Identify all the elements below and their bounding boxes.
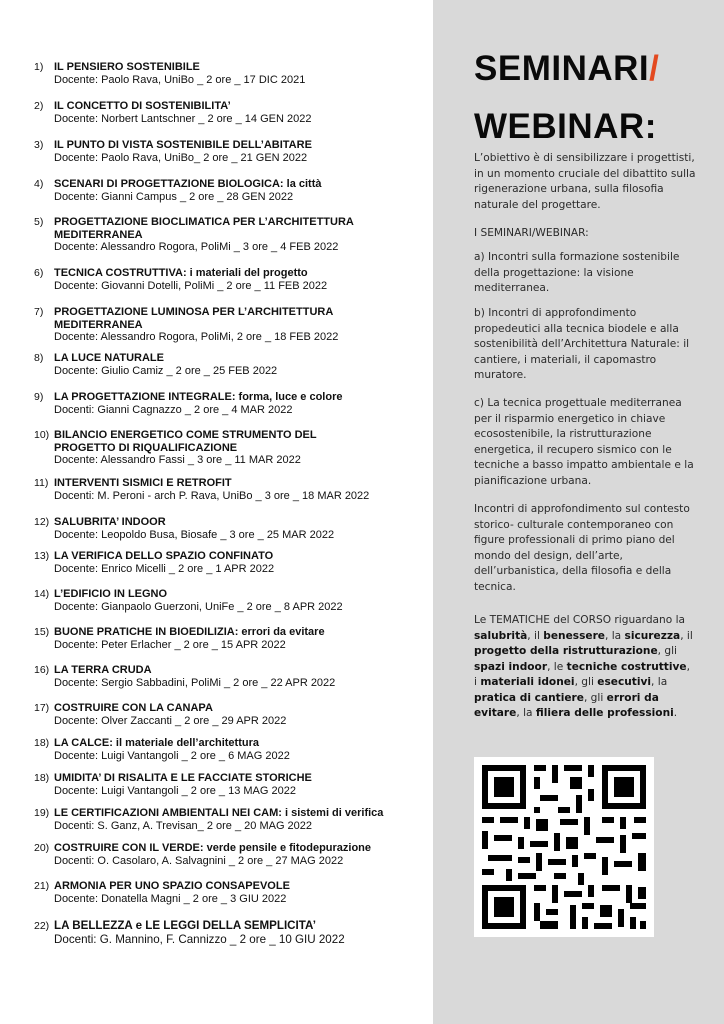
item-number: 7) (34, 306, 44, 318)
themes-text: , gli (583, 691, 607, 704)
item-title: IL CONCETTO DI SOSTENIBILITA’ (54, 100, 231, 112)
seminar-item (34, 306, 430, 344)
seminar-item (34, 550, 430, 575)
item-title: COSTRUIRE CON IL VERDE: verde pensile e fitodepurazione (54, 842, 372, 854)
item-number: 3) (34, 139, 44, 151)
themes-keyword: errori da evitare (474, 691, 659, 719)
seminar-item (34, 61, 430, 86)
themes-text: , i (474, 660, 690, 688)
item-title: LA VERIFICA DELLO SPAZIO CONFINATO (54, 550, 274, 562)
seminar-item (34, 178, 430, 203)
item-number: 6) (34, 267, 44, 279)
item-lecturer: Docente: Giulio Camiz _ 2 ore _ 25 FEB 2022 (54, 364, 278, 377)
item-number: 5) (34, 216, 44, 228)
item-lecturer: Docenti: S. Ganz, A. Trevisan_ 2 ore _ 20 MAG 2022 (54, 819, 313, 832)
item-title: LA PROGETTAZIONE INTEGRALE: forma, luce e colore (54, 391, 343, 403)
item-lecturer: Docenti: M. Peroni - arch P. Rava, UniBo _ 3 ore _ 18 MAR 2022 (54, 489, 370, 502)
themes-keyword: spazi indoor (474, 660, 548, 673)
item-number: 20) (34, 842, 50, 854)
item-number: 22) (34, 920, 50, 932)
item-lecturer: Docente: Olver Zaccanti _ 2 ore _ 29 APR 2022 (54, 714, 287, 727)
item-lecturer: Docenti: G. Mannino, F. Cannizzo _ 2 ore _ 10 GIU 2022 (54, 933, 345, 946)
item-title: PROGETTAZIONE BIOCLIMATICA PER L’ARCHITETTURA (54, 216, 354, 228)
seminar-item (34, 216, 430, 254)
item-title: BILANCIO ENERGETICO COME STRUMENTO DEL (54, 429, 317, 441)
item-title-continued: MEDITERRANEA (54, 318, 143, 331)
themes-keyword: salubrità (474, 629, 528, 642)
item-number: 11) (34, 477, 49, 489)
item-title: IL PUNTO DI VISTA SOSTENIBILE DELL’ABITARE (54, 139, 312, 151)
themes-keyword: tecniche costruttive (566, 660, 687, 673)
item-number: 12) (34, 516, 50, 528)
themes-keyword: materiali idonei (480, 676, 575, 688)
themes-text: , il (527, 629, 544, 642)
seminar-item (34, 919, 430, 946)
item-title: SCENARI DI PROGETTAZIONE BIOLOGICA: la città (54, 178, 322, 190)
seminar-item (34, 588, 430, 613)
item-lecturer: Docente: Norbert Lantschner _ 2 ore _ 14 GEN 2022 (54, 112, 312, 125)
themes-text: . (673, 707, 678, 719)
item-number: 18) (34, 737, 50, 749)
item-number: 4) (34, 178, 44, 190)
item-number: 15) (34, 626, 50, 638)
item-lecturer: Docente: Luigi Vantangoli _ 2 ore _ 6 MAG 2022 (54, 749, 290, 762)
qr-code[interactable] (474, 757, 654, 937)
item-title: LA LUCE NATURALE (54, 352, 164, 364)
qr-code-icon (474, 757, 654, 937)
themes-text: , la (604, 629, 625, 642)
seminar-item (34, 626, 430, 651)
themes-keyword: progetto della ristrutturazione (474, 645, 658, 657)
seminar-item (34, 100, 430, 125)
intro-paragraph: L’obiettivo è di sensibilizzare i progettisti, in un momento cruciale del dibattito sulla rigenerazione urbana, sulla filosofia naturale del progettare. (474, 152, 696, 211)
item-title: TECNICA COSTRUTTIVA: i materiali del progetto (54, 267, 308, 279)
item-number: 1) (34, 61, 44, 73)
seminar-item (34, 842, 430, 867)
item-lecturer: Docenti: Gianni Cagnazzo _ 2 ore _ 4 MAR 2022 (54, 403, 293, 416)
themes-text: Le TEMATICHE del CORSO riguardano la (474, 614, 686, 626)
context-paragraph: Incontri di approfondimento sul contesto storico- culturale contemporaneo con figure professionali di primo piano del mondo del design, dell’arte, dell’urbanistica, della filosofia e della tecnica. (474, 503, 690, 593)
item-title: LE CERTIFICAZIONI AMBIENTALI NEI CAM: i sistemi di verifica (54, 807, 384, 819)
item-title: PROGETTAZIONE LUMINOSA PER L’ARCHITETTURA (54, 306, 334, 318)
point-a: a) Incontri sulla formazione sostenibile della progettazione: la visione mediterranea. (474, 251, 680, 294)
item-title: INTERVENTI SISMICI E RETROFIT (54, 477, 232, 489)
seminar-item (34, 737, 430, 762)
themes-text: , gli (657, 645, 678, 657)
themes-keyword: sicurezza (624, 629, 681, 642)
seminar-item (34, 352, 430, 377)
themes-text: , il (680, 629, 693, 642)
item-lecturer: Docenti: O. Casolaro, A. Salvagnini _ 2 ore _ 27 MAG 2022 (54, 854, 344, 867)
item-lecturer: Docente: Paolo Rava, UniBo_ 2 ore _ 21 GEN 2022 (54, 151, 308, 164)
item-number: 16) (34, 664, 50, 676)
item-title: LA CALCE: il materiale dell’architettura (54, 737, 259, 749)
item-lecturer: Docente: Giovanni Dotelli, PoliMi _ 2 ore _ 11 FEB 2022 (54, 279, 328, 292)
item-title-continued: PROGETTO DI RIQUALIFICAZIONE (54, 441, 238, 454)
item-lecturer: Docente: Sergio Sabbadini, PoliMi _ 2 ore _ 22 APR 2022 (54, 676, 336, 689)
seminar-item (34, 139, 430, 164)
title-webinar: WEBINAR: (474, 107, 657, 146)
item-title: ARMONIA PER UNO SPAZIO CONSAPEVOLE (54, 880, 290, 892)
seminar-item (34, 267, 430, 292)
item-title: UMIDITA’ DI RISALITA E LE FACCIATE STORICHE (54, 772, 312, 784)
item-lecturer: Docente: Leopoldo Busa, Biosafe _ 3 ore _ 25 MAR 2022 (54, 528, 335, 541)
item-lecturer: Docente: Luigi Vantangoli _ 2 ore _ 13 MAG 2022 (54, 784, 296, 797)
item-number: 9) (34, 391, 44, 403)
item-number: 14) (34, 588, 50, 600)
item-lecturer: Docente: Enrico Micelli _ 2 ore _ 1 APR 2022 (54, 562, 275, 575)
seminar-item (34, 807, 430, 832)
seminar-item (34, 429, 430, 467)
title-seminari: SEMINARI (474, 49, 650, 88)
seminar-item (34, 516, 430, 541)
item-number: 2) (34, 100, 44, 112)
item-title-continued: MEDITERRANEA (54, 228, 143, 241)
item-number: 10) (34, 429, 50, 441)
item-number: 21) (34, 880, 50, 892)
point-b: b) Incontri di approfondimento propedeutici alla tecnica biodele e alla sostenibilità dell’Architettura Naturale: il cantiere, i materiali, il capomastro muratore. (474, 307, 690, 381)
item-title: LA TERRA CRUDA (54, 664, 152, 676)
item-number: 8) (34, 352, 44, 364)
themes-keyword: pratica di cantiere (474, 691, 584, 704)
item-title: L’EDIFICIO IN LEGNO (54, 588, 168, 600)
item-lecturer: Docente: Peter Erlacher _ 2 ore _ 15 APR 2022 (54, 638, 286, 651)
themes-text: , gli (574, 676, 598, 688)
point-c: c) La tecnica progettuale mediterranea per il risparmio energetico in chiave ecosostenibile, la ristrutturazione energetica, il recupero sismico con le tecniche a basso impatto ambientale e la pianificazione urbana. (474, 397, 694, 487)
seminar-item (34, 702, 430, 727)
item-lecturer: Docente: Paolo Rava, UniBo _ 2 ore _ 17 DIC 2021 (54, 73, 306, 86)
item-number: 19) (34, 807, 50, 819)
themes-keyword: esecutivi (597, 676, 652, 688)
themes-paragraph (474, 613, 696, 722)
themes-keyword: filiera delle professioni (535, 707, 674, 719)
item-lecturer: Docente: Alessandro Rogora, PoliMi _ 3 ore _ 4 FEB 2022 (54, 241, 339, 253)
item-number: 17) (34, 702, 50, 714)
item-title: LA BELLEZZA e LE LEGGI DELLA SEMPLICITA’ (54, 919, 316, 932)
themes-text: , la (651, 676, 668, 688)
item-lecturer: Docente: Gianpaolo Guerzoni, UniFe _ 2 ore _ 8 APR 2022 (54, 600, 343, 613)
seminar-item (34, 477, 430, 502)
item-title: SALUBRITA’ INDOOR (54, 516, 166, 528)
item-lecturer: Docente: Alessandro Rogora, PoliMi, 2 ore _ 18 FEB 2022 (54, 331, 339, 343)
item-title: BUONE PRATICHE IN BIOEDILIZIA: errori da evitare (54, 626, 325, 638)
title-slash: / (649, 49, 660, 88)
item-lecturer: Docente: Gianni Campus _ 2 ore _ 28 GEN 2022 (54, 190, 294, 203)
themes-text: , le (547, 660, 567, 673)
item-title: IL PENSIERO SOSTENIBILE (54, 61, 200, 73)
seminar-item (34, 391, 430, 416)
seminar-item (34, 664, 430, 689)
item-number: 13) (34, 550, 50, 562)
page-title (474, 40, 659, 156)
item-lecturer: Docente: Donatella Magni _ 2 ore _ 3 GIU 2022 (54, 892, 287, 905)
list-header: I SEMINARI/WEBINAR: (474, 227, 589, 239)
item-lecturer: Docente: Alessandro Fassi _ 3 ore _ 11 MAR 2022 (54, 454, 301, 466)
item-title: COSTRUIRE CON LA CANAPA (54, 702, 213, 714)
item-number: 18) (34, 772, 50, 784)
seminar-item (34, 772, 430, 797)
themes-text: , la (516, 707, 536, 719)
themes-keyword: benessere (543, 629, 605, 642)
seminar-item (34, 880, 430, 905)
